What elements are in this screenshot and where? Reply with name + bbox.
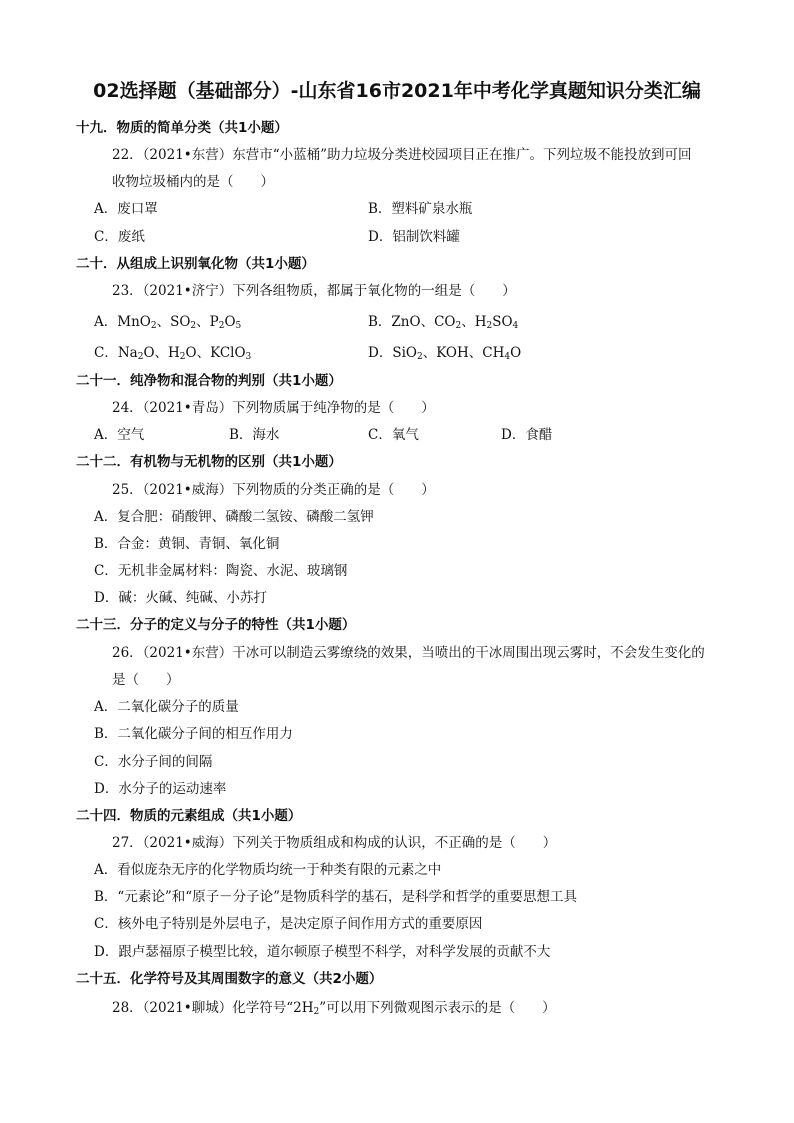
- option-a: A．看似庞杂无序的化学物质均统一于种类有限的元素之中: [94, 862, 442, 878]
- section-heading: 十九．物质的简单分类（共1小题）: [76, 120, 288, 136]
- question-stem: 22．（2021•东营）东营市“小蓝桶”助力垃圾分类进校园项目正在推广。下列垃圾不能投放到可回: [112, 147, 692, 163]
- option-b: B．海水: [229, 427, 280, 443]
- section-heading: 二十．从组成上识别氧化物（共1小题）: [76, 256, 315, 272]
- option-c: C．核外电子特别是外层电子，是决定原子间作用方式的重要原因: [94, 916, 483, 932]
- option-d: D．跟卢瑟福原子模型比较，道尔顿原子模型不科学，对科学发展的贡献不大: [94, 944, 551, 960]
- option-a: A．空气: [94, 427, 145, 443]
- option-b: B．“元素论”和“原子－分子论”是物质科学的基石，是科学和哲学的重要思想工具: [94, 889, 578, 905]
- option-d: D．水分子的运动速率: [94, 781, 227, 797]
- option-a: A．二氧化碳分子的质量: [94, 699, 239, 715]
- option-d: D．铝制饮料罐: [368, 229, 460, 245]
- option-b: B．二氧化碳分子间的相互作用力: [94, 726, 293, 742]
- option-d: D．食醋: [501, 427, 553, 443]
- section-heading: 二十五．化学符号及其周围数字的意义（共2小题）: [76, 971, 383, 987]
- section-heading: 二十一．纯净物和混合物的判别（共1小题）: [76, 373, 342, 389]
- page-title: 02选择题（基础部分）-山东省16市2021年中考化学真题知识分类汇编: [93, 80, 701, 102]
- option-b: B．合金：黄铜、青铜、氧化铜: [94, 536, 280, 552]
- section-heading: 二十三．分子的定义与分子的特性（共1小题）: [76, 617, 356, 633]
- question-stem: 27．（2021•威海）下列关于物质组成和构成的认识，不正确的是（ ）: [112, 835, 557, 851]
- option-c: C．氧气: [368, 427, 419, 443]
- option-c: C．无机非金属材料：陶瓷、水泥、玻璃钢: [94, 563, 348, 579]
- option-a: A．废口罩: [94, 201, 158, 217]
- option-c: C．水分子间的间隔: [94, 754, 213, 770]
- option-d: D．碱：火碱、纯碱、小苏打: [94, 590, 267, 606]
- question-stem: 是（ ）: [112, 672, 180, 688]
- option-d: D．SiO$_2$、KOH、$CH_4O$: [368, 345, 522, 362]
- question-stem: 28．（2021•聊城）化学符号“$2H_2$”可以用下列微观图示表示的是（ ）: [112, 1000, 556, 1017]
- question-stem: 24．（2021•青岛）下列物质属于纯净物的是（ ）: [112, 400, 435, 416]
- option-a: A．复合肥：硝酸钾、磷酸二氢铵、磷酸二氢钾: [94, 509, 374, 525]
- option-b: B．塑料矿泉水瓶: [368, 201, 473, 217]
- question-stem: 25．（2021•威海）下列物质的分类正确的是（ ）: [112, 482, 435, 498]
- option-b: B．ZnO、$CO_2$、$H_2SO_4$: [368, 314, 519, 331]
- section-heading: 二十二．有机物与无机物的区别（共1小题）: [76, 454, 342, 470]
- question-stem: 26．（2021•东营）干冰可以制造云雾缭绕的效果，当喷出的干冰周围出现云雾时，不会发生变化的: [112, 645, 705, 661]
- question-stem: 23．（2021•济宁）下列各组物质，都属于氧化物的一组是（ ）: [112, 283, 516, 299]
- option-c: C．废纸: [94, 229, 145, 245]
- question-stem: 收物垃圾桶内的是（ ）: [112, 174, 274, 190]
- section-heading: 二十四．物质的元素组成（共1小题）: [76, 808, 302, 824]
- option-c: C．$Na_2O$、$H_2O$、KClO$_3$: [94, 345, 252, 362]
- option-a: A．MnO$_2$、$SO_2$、$P_2O_5$: [94, 314, 242, 331]
